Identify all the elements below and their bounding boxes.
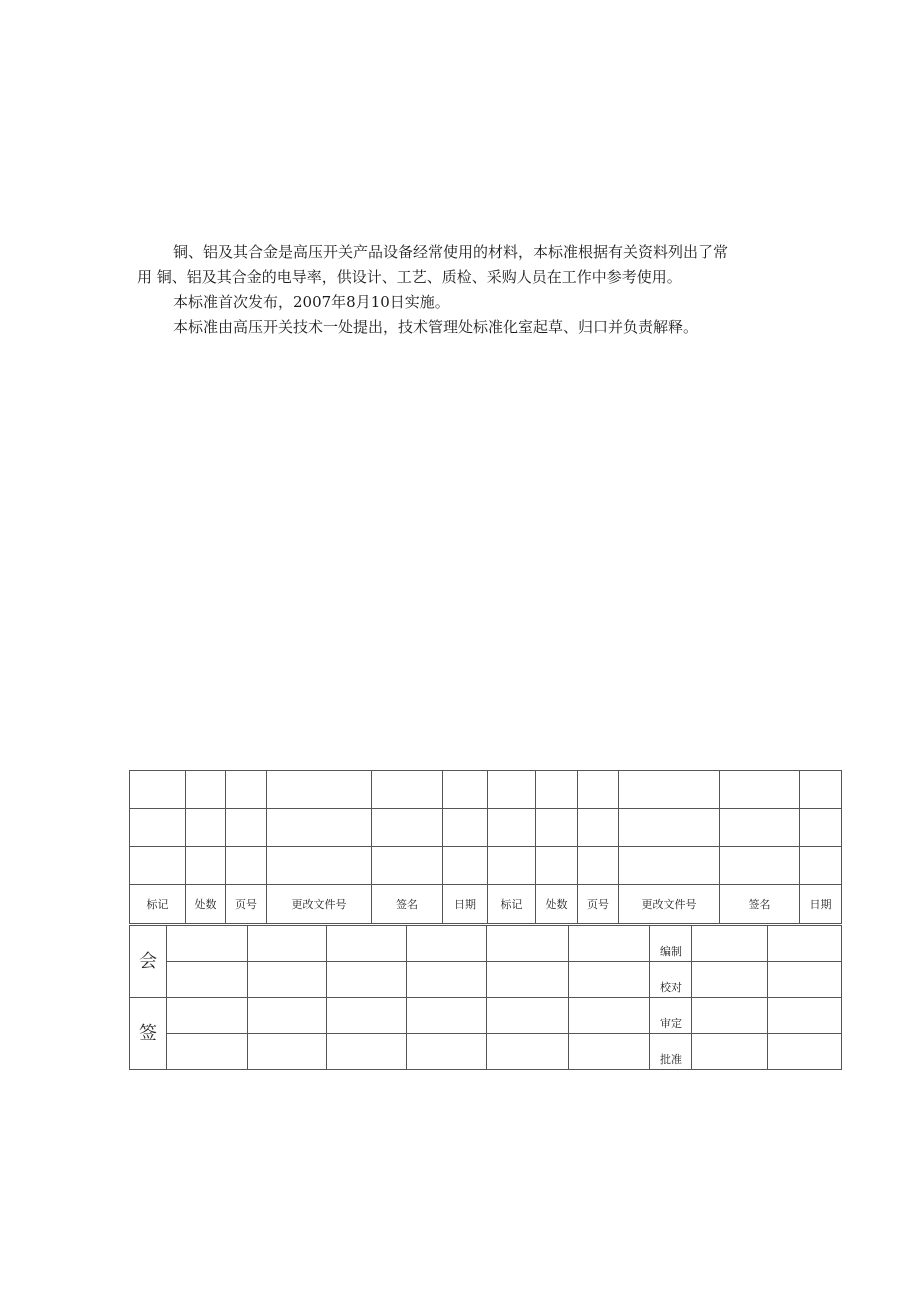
revision-cell — [619, 771, 720, 809]
countersign-cell — [167, 1034, 248, 1070]
revision-cell — [720, 847, 800, 885]
countersign-cell — [407, 926, 487, 962]
countersign-cell — [407, 998, 487, 1034]
revision-header-row — [130, 885, 842, 924]
revision-cell — [536, 847, 578, 885]
approval-table — [129, 925, 842, 1070]
revision-cell — [267, 809, 372, 847]
revision-cell — [720, 809, 800, 847]
revision-cell — [578, 809, 619, 847]
revision-cell — [800, 771, 842, 809]
revision-cell — [578, 771, 619, 809]
role-sign-cell — [692, 962, 768, 998]
countersign-cell — [487, 1034, 569, 1070]
revision-cell — [720, 771, 800, 809]
header-signature: 签名 — [372, 885, 443, 924]
role-date-cell — [768, 998, 842, 1034]
role-date-cell — [768, 926, 842, 962]
revision-cell — [536, 771, 578, 809]
revision-cell — [186, 809, 226, 847]
countersign-cell — [167, 962, 248, 998]
revision-cell — [186, 771, 226, 809]
header-mark: 标记 — [130, 885, 186, 924]
revision-cell — [536, 809, 578, 847]
revision-table — [129, 770, 842, 924]
revision-cell — [130, 847, 186, 885]
revision-cell — [800, 809, 842, 847]
revision-row — [130, 847, 842, 885]
countersign-cell — [569, 962, 650, 998]
header-page-no: 页号 — [226, 885, 267, 924]
approval-row — [130, 998, 842, 1034]
header-signature-2: 签名 — [720, 885, 800, 924]
revision-cell — [800, 847, 842, 885]
revision-cell — [267, 771, 372, 809]
revision-cell — [226, 809, 267, 847]
countersign-cell — [569, 998, 650, 1034]
countersign-label-top: 会 — [130, 926, 167, 998]
revision-cell — [578, 847, 619, 885]
countersign-cell — [248, 962, 327, 998]
revision-cell — [226, 771, 267, 809]
preface-paragraph-1-line-1: 铜、铝及其合金是高压开关产品设备经常使用的材料，本标准根据有关资料列出了常 — [173, 243, 729, 261]
approval-row — [130, 962, 842, 998]
revision-cell — [130, 809, 186, 847]
countersign-cell — [487, 962, 569, 998]
revision-cell — [186, 847, 226, 885]
approval-row — [130, 926, 842, 962]
revision-cell — [443, 771, 488, 809]
preface-paragraph-1-line-2: 用 铜、铝及其合金的电导率，供设计、工艺、质检、采购人员在工作中参考使用。 — [137, 268, 682, 286]
countersign-cell — [407, 1034, 487, 1070]
approval-row — [130, 1034, 842, 1070]
revision-cell — [619, 809, 720, 847]
revision-cell — [619, 847, 720, 885]
countersign-cell — [327, 926, 407, 962]
revision-cell — [488, 809, 536, 847]
preface-paragraph-3: 本标准由高压开关技术一处提出，技术管理处标准化室起草、归口并负责解释。 — [173, 318, 699, 336]
countersign-cell — [569, 1034, 650, 1070]
countersign-cell — [248, 1034, 327, 1070]
countersign-label-bottom: 签 — [130, 998, 167, 1070]
countersign-cell — [327, 1034, 407, 1070]
countersign-cell — [487, 998, 569, 1034]
revision-row — [130, 809, 842, 847]
role-approve: 批准 — [650, 1034, 692, 1070]
preface-paragraph-2: 本标准首次发布，2007年8月10日实施。 — [173, 293, 450, 311]
header-page-no-2: 页号 — [578, 885, 619, 924]
revision-cell — [372, 847, 443, 885]
role-review: 审定 — [650, 998, 692, 1034]
countersign-cell — [327, 962, 407, 998]
revision-cell — [488, 771, 536, 809]
preface-text — [137, 240, 797, 340]
countersign-cell — [569, 926, 650, 962]
header-count: 处数 — [186, 885, 226, 924]
role-date-cell — [768, 962, 842, 998]
header-change-doc-no: 更改文件号 — [267, 885, 372, 924]
role-date-cell — [768, 1034, 842, 1070]
role-sign-cell — [692, 926, 768, 962]
header-date-2: 日期 — [800, 885, 842, 924]
countersign-cell — [487, 926, 569, 962]
revision-cell — [226, 847, 267, 885]
revision-cell — [130, 771, 186, 809]
revision-row — [130, 771, 842, 809]
revision-cell — [443, 847, 488, 885]
role-sign-cell — [692, 1034, 768, 1070]
countersign-cell — [167, 998, 248, 1034]
countersign-cell — [167, 926, 248, 962]
countersign-cell — [407, 962, 487, 998]
role-compile: 编制 — [650, 926, 692, 962]
header-date: 日期 — [443, 885, 488, 924]
revision-cell — [372, 771, 443, 809]
header-mark-2: 标记 — [488, 885, 536, 924]
revision-cell — [443, 809, 488, 847]
countersign-cell — [248, 926, 327, 962]
countersign-cell — [248, 998, 327, 1034]
countersign-cell — [327, 998, 407, 1034]
header-change-doc-no-2: 更改文件号 — [619, 885, 720, 924]
role-proofread: 校对 — [650, 962, 692, 998]
role-sign-cell — [692, 998, 768, 1034]
revision-cell — [488, 847, 536, 885]
revision-cell — [372, 809, 443, 847]
header-count-2: 处数 — [536, 885, 578, 924]
revision-cell — [267, 847, 372, 885]
